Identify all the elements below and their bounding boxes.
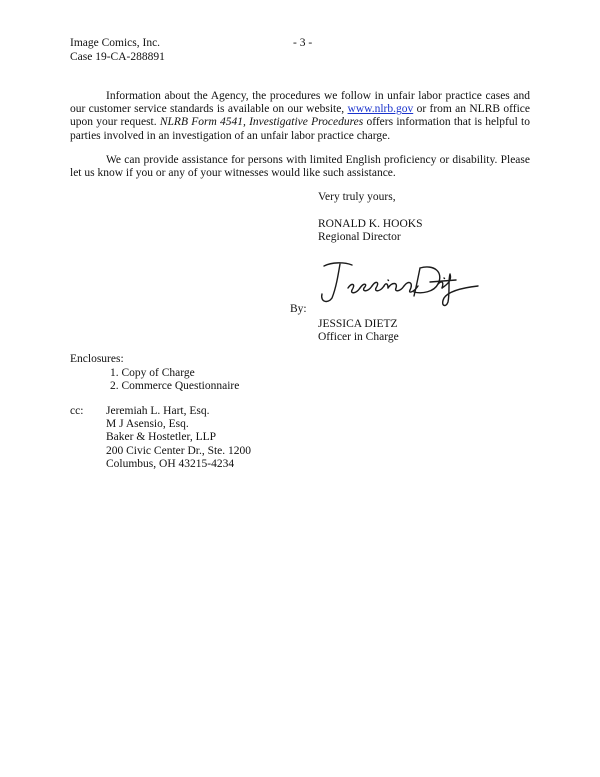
signer-block <box>318 318 399 344</box>
signer-name: JESSICA DIETZ <box>318 318 398 330</box>
handwritten-signature-icon <box>310 258 485 310</box>
paragraph-line: Information about the Agency, the procedures we follow in unfair labor practice cases and <box>106 90 530 102</box>
paragraph-text: or from an NLRB office <box>413 103 530 116</box>
director-title: Regional Director <box>318 231 401 244</box>
cc-label: cc: <box>70 405 84 417</box>
page-number: - 3 - <box>293 37 313 49</box>
by-label: By: <box>290 303 307 315</box>
paragraph-line: We can provide assistance for persons with limited English proficiency or disability. Please <box>106 154 530 166</box>
cc-line: M J Asensio, Esq. <box>106 418 189 431</box>
signer-title: Officer in Charge <box>318 331 399 344</box>
paragraph-text: our customer service standards is available on our website, <box>70 103 348 116</box>
paragraph-line <box>70 103 530 116</box>
paragraph-assistance <box>70 154 530 180</box>
paragraph-line: let us know if you or any of your witnesses would like such assistance. <box>70 167 396 180</box>
list-item: 1. Copy of Charge <box>110 367 195 379</box>
enclosures-list <box>110 367 239 393</box>
paragraph-text: offers information that is helpful to <box>363 116 530 129</box>
paragraph-text: upon your request. <box>70 116 160 129</box>
list-item: 2. Commerce Questionnaire <box>110 380 240 393</box>
form-title: NLRB Form 4541, Investigative Procedures <box>159 116 364 129</box>
cc-line: Jeremiah L. Hart, Esq. <box>106 405 210 417</box>
paragraph-line <box>70 116 530 129</box>
cc-line: Columbus, OH 43215-4234 <box>106 457 235 470</box>
director-block <box>318 218 422 244</box>
cc-line: Baker & Hostetler, LLP <box>106 431 217 444</box>
cc-line: 200 Civic Center Dr., Ste. 1200 <box>106 444 252 457</box>
salutation: Very truly yours, <box>318 191 396 203</box>
nlrb-website-link[interactable]: www.nlrb.gov <box>347 103 414 116</box>
header-case-number: Case 19-CA-288891 <box>70 51 165 63</box>
header-company: Image Comics, Inc. <box>70 37 161 49</box>
closing-block <box>318 191 396 204</box>
paragraph-line: parties involved in an investigation of an unfair labor practice charge. <box>70 129 391 142</box>
enclosures-label: Enclosures: <box>70 353 124 365</box>
paragraph-agency-info <box>70 90 530 143</box>
cc-recipients <box>106 405 251 471</box>
director-name: RONALD K. HOOKS <box>318 218 423 230</box>
